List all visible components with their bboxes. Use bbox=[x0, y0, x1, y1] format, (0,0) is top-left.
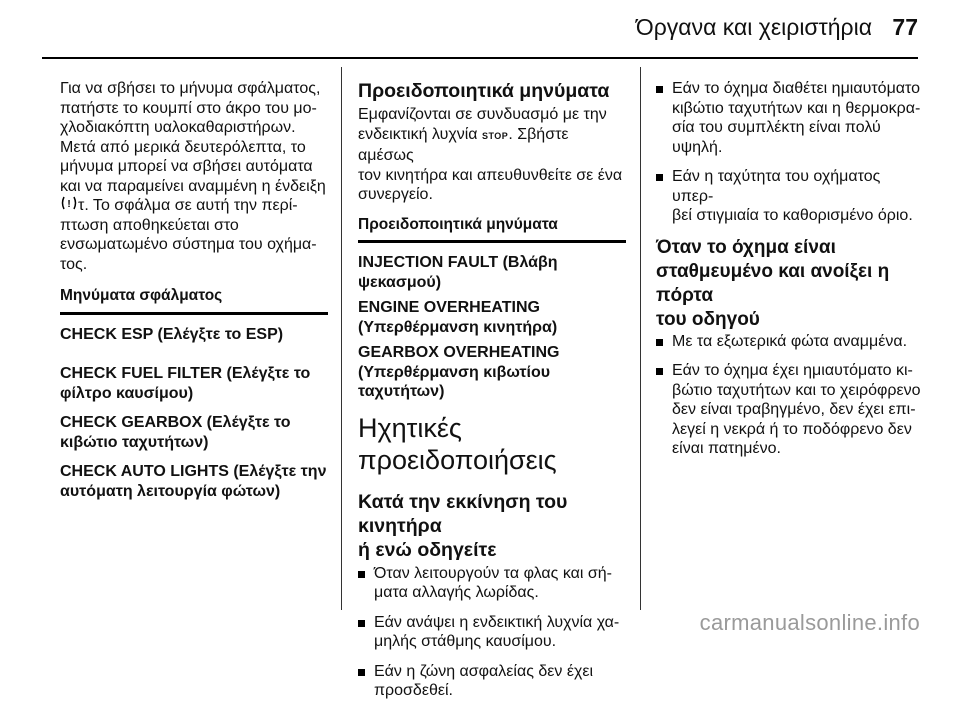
message-item: ENGINE OVERHEATING (Υπερθέρμανση κινητήρα) bbox=[358, 299, 558, 336]
warnings-heading: Προειδοποιητικά μηνύματα bbox=[358, 80, 610, 102]
bullet-list bbox=[358, 564, 626, 701]
section-title: Ηχητικές προειδοποιήσεις bbox=[358, 412, 557, 475]
list-item: Εάν η ζώνη ασφαλείας δεν έχει προσδεθεί. bbox=[358, 662, 626, 701]
list-item: Εάν η ταχύτητα του οχήματος υπερ- βεί στιγμιαία το καθορισμένο όριο. bbox=[656, 167, 924, 226]
bullet-icon bbox=[656, 339, 663, 346]
message-item: CHECK ESP (Ελέγξτε το ESP) bbox=[60, 325, 284, 343]
list-item: Εάν το όχημα έχει ημιαυτόματο κι- βώτιο ταχυτήτων και το χειρόφρενο δεν είναι τραβηγμένο, δεν έχει επι- λεγεί η νεκρά ή το ποδόφρενο δεν είναι πατημένο. bbox=[656, 361, 924, 459]
warnings-intro: Εμφανίζονται σε συνδυασμό με την ενδεικτική λυχνία STOP. Σβήστε αμέσως τον κινητήρα και απευθυνθείτε σε ένα συνεργείο. bbox=[358, 106, 623, 203]
message-item: CHECK AUTO LIGHTS (Ελέγξτε την αυτόματη λειτουργία φώτων) bbox=[60, 463, 327, 500]
stop-icon: STOP bbox=[481, 130, 509, 141]
message-item: CHECK GEARBOX (Ελέγξτε το κιβώτιο ταχυτήτων) bbox=[60, 414, 291, 451]
message-item: GEARBOX OVERHEATING (Υπερθέρμανση κιβωτίου ταχυτήτων) bbox=[358, 344, 560, 400]
error-messages-subheading: Μηνύματα σφάλματος bbox=[60, 286, 328, 315]
header-rule bbox=[42, 57, 918, 59]
column-2 bbox=[358, 79, 626, 711]
svg-text:!: ! bbox=[67, 199, 71, 210]
message-item: INJECTION FAULT (Βλάβη ψεκασμού) bbox=[358, 254, 558, 291]
bullet-icon bbox=[656, 368, 663, 375]
column-3 bbox=[656, 79, 924, 469]
list-item: Όταν λειτουργούν τα φλας και σή- ματα αλλαγής λωρίδας. bbox=[358, 564, 626, 603]
parked-heading: Όταν το όχημα είναι σταθμευμένο και ανοίξει η πόρτα του οδηγού bbox=[656, 236, 890, 330]
bullet-icon bbox=[358, 571, 365, 578]
column-1 bbox=[60, 79, 328, 511]
page-number: 77 bbox=[892, 14, 918, 40]
watermark: carmanualsonline.info bbox=[699, 610, 920, 635]
column-divider bbox=[341, 67, 342, 610]
bullet-icon bbox=[358, 669, 365, 676]
bullet-list bbox=[656, 332, 924, 459]
list-item: Εάν το όχημα διαθέτει ημιαυτόματο κιβώτιο ταχυτήτων και η θερμοκρα- σία του συμπλέκτη είναι πολύ υψηλή. bbox=[656, 79, 924, 157]
list-item: Με τα εξωτερικά φώτα αναμμένα. bbox=[656, 332, 924, 352]
bullet-icon bbox=[656, 174, 663, 181]
column-divider bbox=[640, 67, 641, 610]
intro-paragraph: Για να σβήσει το μήνυμα σφάλματος, πατήστε το κουμπί στο άκρο του μο- χλοδιακόπτη υαλοκαθαριστήρων. Μετά από μερικά δευτερόλεπτα, το μήνυμα μπορεί να σβήσει αυτόματα και να παραμείνει αναμμένη η ένδειξη ! τ. Το σφάλμα σε αυτή την περί- πτωση αποθηκεύεται στο ενσωματωμένο σύστημα του οχήμα- τος. bbox=[60, 80, 326, 273]
bullet-list bbox=[656, 79, 924, 226]
list-item: Εάν ανάψει η ενδεικτική λυχνία χα- μηλής στάθμης καυσίμου. bbox=[358, 613, 626, 652]
warning-messages-subheading: Προειδοποιητικά μηνύματα bbox=[358, 215, 626, 244]
header-title: Όργανα και χειριστήρια bbox=[635, 14, 872, 40]
message-item: CHECK FUEL FILTER (Ελέγξτε το φίλτρο καυσίμου) bbox=[60, 365, 311, 402]
parking-warning-icon bbox=[60, 196, 78, 216]
bullet-icon bbox=[656, 86, 663, 93]
bullet-icon bbox=[358, 620, 365, 627]
subsection-title: Κατά την εκκίνηση του κινητήρα ή ενώ οδηγείτε bbox=[358, 490, 568, 561]
